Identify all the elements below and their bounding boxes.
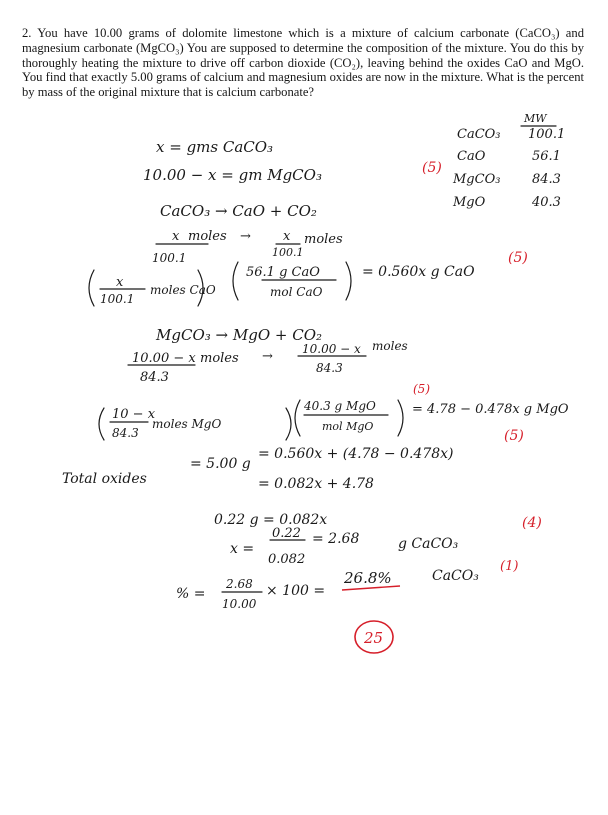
fraction-numerator: 10 − x — [112, 407, 156, 422]
fraction-denominator: 100.1 — [152, 251, 187, 265]
fraction-denominator: 0.082 — [268, 552, 306, 567]
work-text: % = — [176, 586, 206, 602]
table-mw: 84.3 — [532, 172, 561, 187]
work-line: 10.00 − x = gm MgCO₃ — [143, 166, 322, 184]
arrow: → — [262, 349, 273, 364]
fraction-numerator: x — [283, 229, 291, 244]
problem-statement: 2. You have 10.00 grams of dolomite limestone which is a mixture of calcium carbonate (CaCO₃) and magnesium carbonate (MgCO₃) You are supposed to determine the composition of the mixture. You do this by thoroughly heating the mixture to drive off carbon dioxide (CO₂), leaving behind the oxides CaO and MgO. You find that exactly 5.00 grams of calcium and magnesium oxides are now in the mixture. What is the percent by mass of the original mixture that is calcium carbonate? — [22, 26, 584, 100]
work-text: g CaCO₃ — [398, 536, 459, 552]
fraction-denominator: 84.3 — [316, 361, 343, 375]
grade-points: (5) — [508, 250, 528, 266]
fraction-denominator: 100.1 — [100, 292, 135, 306]
table-formula: CaO — [457, 149, 486, 164]
work-result: = 0.082x + 4.78 — [258, 476, 374, 492]
work-text: = 5.00 g — [190, 456, 251, 472]
mw-header: MW — [524, 112, 547, 125]
reaction-equation: MgCO₃ → MgO + CO₂ — [156, 326, 323, 344]
fraction-denominator: 84.3 — [140, 370, 169, 385]
table-mw: 56.1 — [532, 149, 561, 164]
work-text: moles — [372, 339, 408, 353]
table-mw: 40.3 — [532, 195, 561, 210]
fraction-numerator: x — [172, 229, 180, 244]
work-line: 0.22 g = 0.082x — [214, 512, 328, 528]
work-result: = 0.560x g CaO — [362, 264, 475, 280]
grade-points: (5) — [504, 428, 524, 444]
left-paren — [99, 408, 104, 440]
fraction-denominator: mol MgO — [322, 420, 374, 433]
grade-points: (5) — [413, 382, 430, 396]
table-formula: MgCO₃ — [453, 172, 501, 187]
right-paren — [398, 400, 403, 436]
fraction-denominator: 84.3 — [112, 426, 139, 440]
left-paren — [233, 262, 238, 300]
work-text: moles — [188, 229, 227, 244]
fraction-denominator: 10.00 — [222, 597, 257, 611]
work-text: Total oxides — [62, 471, 147, 487]
fraction-numerator: 40.3 g MgO — [304, 399, 376, 413]
work-result: = 4.78 − 0.478x g MgO — [412, 402, 569, 417]
grade-points: (1) — [500, 559, 519, 574]
work-line: x = gms CaCO₃ — [156, 138, 274, 156]
work-text: moles — [200, 351, 239, 366]
arrow: → — [240, 229, 251, 244]
table-mw: 100.1 — [528, 127, 566, 142]
total-score: 25 — [364, 629, 384, 647]
work-text: × 100 = — [266, 583, 326, 599]
right-paren — [346, 262, 351, 300]
work-text: moles — [304, 232, 343, 247]
fraction-numerator: 0.22 — [272, 526, 301, 541]
grade-points: (5) — [422, 160, 442, 176]
left-paren — [295, 400, 300, 436]
left-paren — [89, 270, 94, 306]
fraction-denominator: 100.1 — [272, 246, 304, 259]
final-answer: 26.8% — [344, 569, 392, 587]
fraction-numerator: 56.1 g CaO — [246, 265, 320, 280]
fraction-numerator: 2.68 — [226, 577, 253, 591]
work-result: = 2.68 — [312, 531, 360, 547]
work-text: x = — [230, 541, 255, 557]
right-paren — [286, 408, 291, 440]
fraction-denominator: mol CaO — [270, 285, 323, 299]
grade-points: (4) — [522, 515, 542, 531]
work-text: moles CaO — [150, 283, 216, 297]
fraction-numerator: 10.00 − x — [132, 351, 196, 366]
fraction-numerator: x — [116, 275, 124, 290]
work-text: CaCO₃ — [432, 568, 479, 584]
work-result: = 0.560x + (4.78 − 0.478x) — [258, 446, 454, 462]
fraction-numerator: 10.00 − x — [302, 342, 361, 356]
table-formula: MgO — [453, 195, 486, 210]
work-text: moles MgO — [152, 417, 222, 431]
reaction-equation: CaCO₃ → CaO + CO₂ — [160, 202, 317, 220]
table-formula: CaCO₃ — [457, 127, 501, 142]
